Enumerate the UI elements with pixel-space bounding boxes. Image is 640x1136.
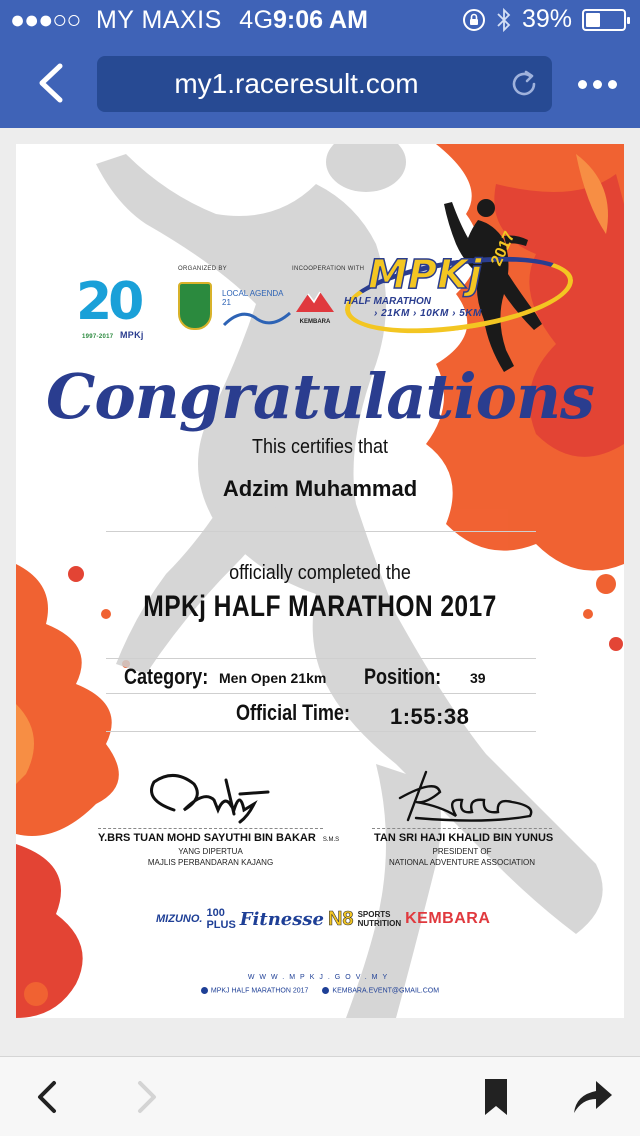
website-text: WWW.MPKJ.GOV.MY bbox=[247, 974, 393, 981]
event-logo-year: 2017 bbox=[488, 229, 519, 269]
certificate bbox=[16, 144, 624, 1018]
mpkj-crest-logo bbox=[178, 282, 212, 330]
runner-name: Adzim Muhammad bbox=[222, 476, 418, 501]
official-time-label: Official Time: bbox=[236, 700, 350, 725]
bookmark-icon[interactable] bbox=[474, 1075, 518, 1119]
left-signatory-title-1: YANG DIPERTUA bbox=[178, 847, 243, 856]
congratulations-heading: Congratulations bbox=[46, 360, 594, 433]
facebook-contact bbox=[201, 987, 309, 994]
browser-nav-row bbox=[0, 54, 640, 114]
status-bar bbox=[0, 0, 640, 40]
fitnesse-logo: Fitnesse bbox=[239, 908, 324, 930]
name-divider bbox=[106, 531, 536, 532]
local-agenda-text: LOCAL AGENDA 21 bbox=[222, 289, 284, 307]
forward-button-icon[interactable] bbox=[124, 1075, 168, 1119]
reload-icon[interactable] bbox=[508, 68, 540, 100]
sports-nutrition-logo: SPORTS NUTRITION bbox=[357, 910, 402, 928]
left-signatory-suffix: S.M.S bbox=[322, 837, 340, 843]
back-chevron-icon[interactable] bbox=[30, 60, 76, 106]
category-value: Men Open 21km bbox=[219, 670, 327, 686]
position-value: 39 bbox=[470, 670, 486, 686]
event-logo-sub: HALF MARATHON bbox=[344, 296, 432, 307]
carrier-name: MY MAXIS bbox=[95, 6, 222, 34]
local-agenda-graphic bbox=[222, 307, 292, 329]
orientation-lock-icon bbox=[462, 8, 486, 32]
more-dots-icon[interactable] bbox=[572, 72, 622, 96]
position-label: Position: bbox=[364, 664, 442, 689]
browser-bottom-toolbar bbox=[0, 1056, 640, 1136]
anniversary-logo bbox=[76, 272, 140, 332]
event-title: MPKj HALF MARATHON 2017 bbox=[143, 590, 497, 623]
facebook-text: MPKJ HALF MARATHON 2017 bbox=[210, 987, 309, 995]
browser-top-bar bbox=[0, 0, 640, 128]
right-signatory-title-2: NATIONAL ADVENTURE ASSOCIATION bbox=[388, 858, 536, 867]
status-time: 9:06 AM bbox=[273, 6, 368, 34]
paint-splash-bottom-left bbox=[16, 564, 130, 1018]
url-text[interactable]: my1.raceresult.com bbox=[174, 68, 419, 99]
right-signature bbox=[396, 768, 546, 832]
back-button-icon[interactable] bbox=[26, 1075, 70, 1119]
right-signature-line bbox=[372, 828, 552, 829]
left-signature bbox=[144, 770, 274, 830]
left-signatory-title-2: MAJLIS PERBANDARAN KAJANG bbox=[147, 858, 274, 867]
event-logo bbox=[344, 229, 574, 344]
result-divider-top bbox=[106, 658, 536, 659]
result-divider-mid bbox=[106, 693, 536, 694]
status-right bbox=[462, 5, 626, 34]
email-text: KEMBARA.EVENT@GMAIL.COM bbox=[332, 987, 440, 995]
organized-by-caption: ORGANIZED BY bbox=[178, 266, 227, 272]
result-divider-bottom bbox=[106, 731, 536, 732]
facebook-icon bbox=[201, 987, 208, 994]
contact-line bbox=[16, 987, 624, 994]
anniversary-number: 20 bbox=[76, 272, 141, 332]
network-type: 4G bbox=[239, 6, 274, 34]
share-arrow-icon[interactable] bbox=[570, 1075, 614, 1119]
mizuno-logo: MIZUNO. bbox=[156, 913, 203, 925]
carrier-info bbox=[10, 6, 274, 35]
signal-strength-icon: ●●●○○ bbox=[10, 6, 81, 34]
official-time-value: 1:55:38 bbox=[390, 704, 470, 729]
completed-text: officially completed the bbox=[229, 562, 411, 584]
right-signatory-name: TAN SRI HAJI KHALID BIN YUNUS bbox=[374, 832, 554, 844]
event-logo-word: MPKj bbox=[368, 252, 482, 298]
kembara-small-text: KEMBARA bbox=[299, 319, 331, 325]
battery-icon bbox=[582, 9, 626, 31]
battery-percent: 39% bbox=[521, 5, 572, 33]
n8-logo: N8 bbox=[327, 907, 354, 930]
certifies-text: This certifies that bbox=[251, 436, 389, 458]
web-content bbox=[0, 128, 640, 1056]
local-agenda-logo bbox=[222, 289, 292, 325]
category-label: Category: bbox=[124, 664, 209, 689]
sponsor-strip bbox=[156, 902, 491, 936]
kembara-logo: KEMBARA bbox=[405, 910, 491, 927]
right-signatory-title-1: PRESIDENT OF bbox=[432, 847, 492, 856]
url-bar[interactable] bbox=[97, 56, 552, 112]
bluetooth-icon bbox=[496, 7, 512, 33]
100plus-logo: 100 PLUS bbox=[206, 907, 236, 931]
email-contact bbox=[322, 987, 439, 994]
left-signature-line bbox=[98, 828, 323, 829]
event-logo-distances: › 21KM › 10KM › 5KM bbox=[374, 308, 482, 319]
anniversary-years: 1997-2017 bbox=[82, 334, 114, 340]
incooperation-caption: INCOOPERATION WITH bbox=[292, 266, 365, 272]
email-icon bbox=[322, 987, 329, 994]
left-signatory-name bbox=[98, 832, 339, 844]
anniversary-org: MPKj bbox=[120, 330, 144, 340]
kembara-small-logo bbox=[294, 288, 336, 326]
left-signatory-name-text: Y.BRS TUAN MOHD SAYUTHI BIN BAKAR bbox=[98, 832, 316, 844]
